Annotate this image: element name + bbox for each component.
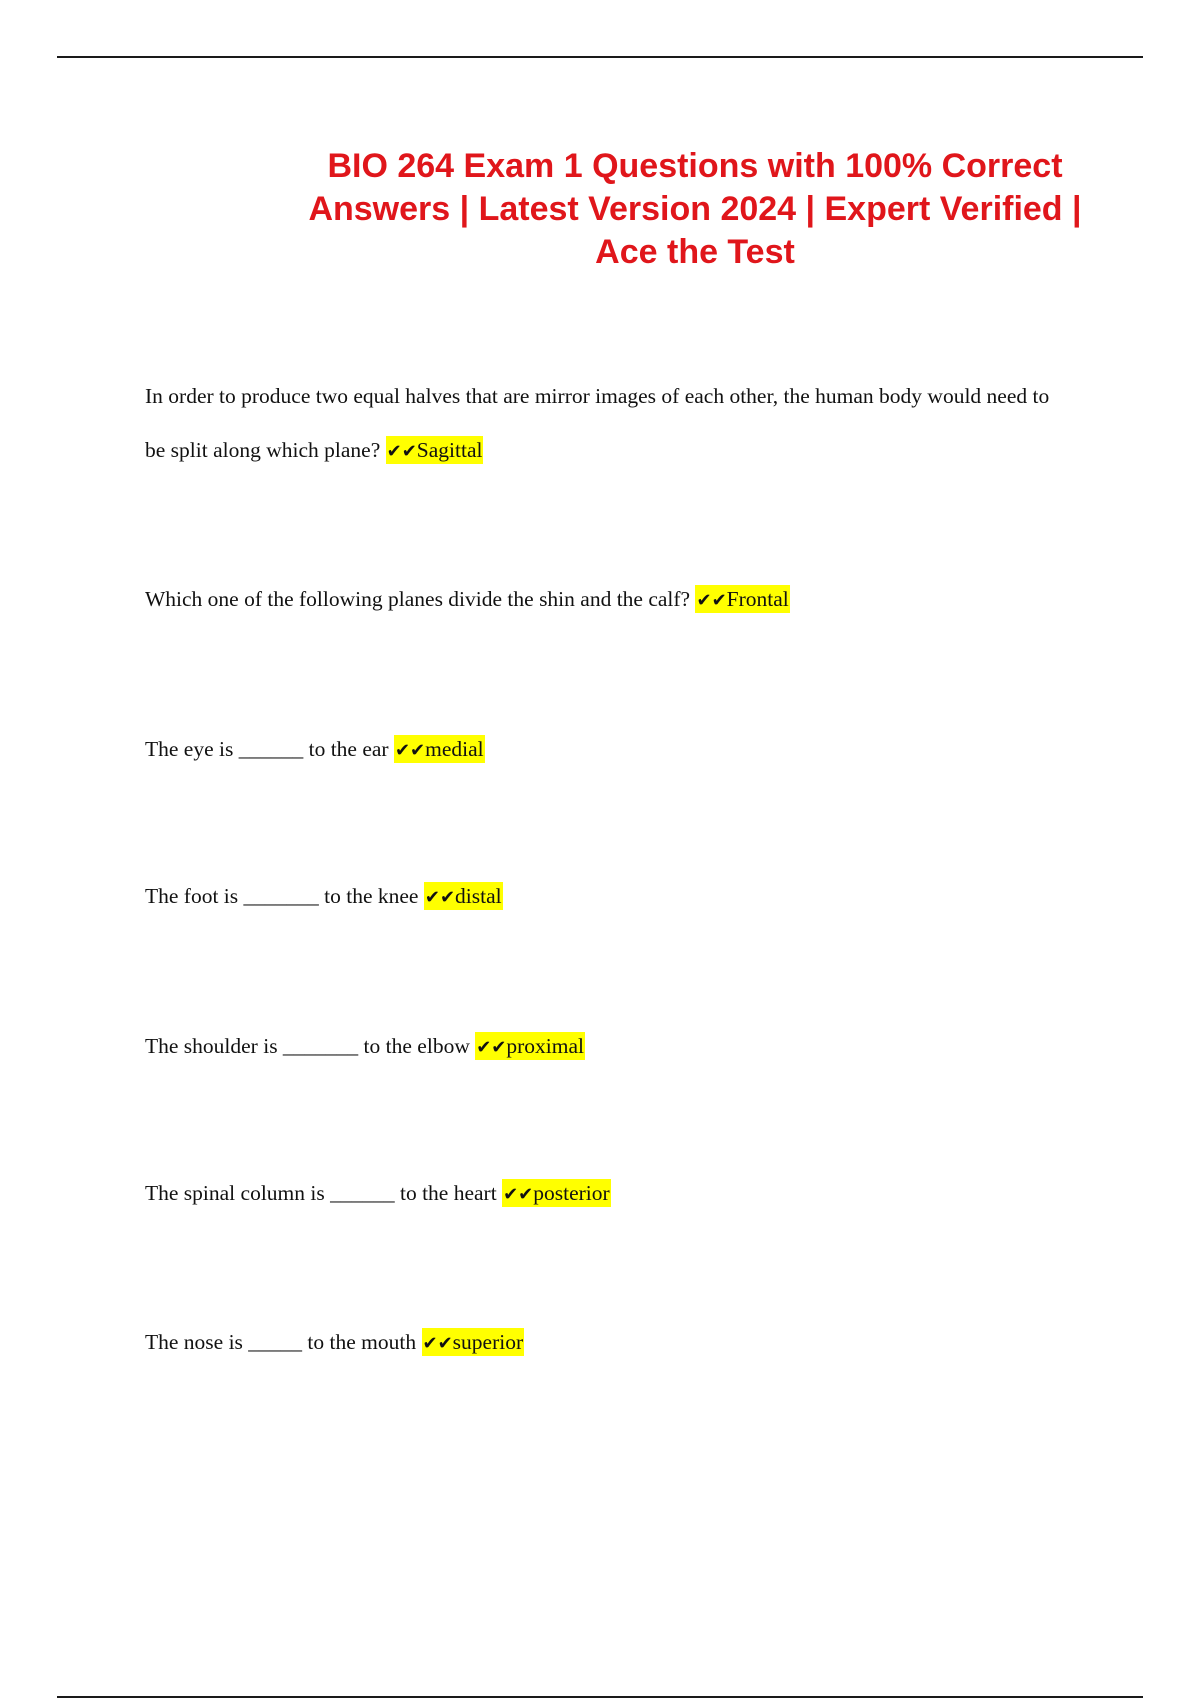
answer-highlight — [422, 1328, 525, 1356]
question-text: The eye is ______ to the ear — [145, 737, 389, 761]
answer-text: distal — [455, 884, 502, 908]
question-item-6 — [145, 1166, 1065, 1222]
answer-highlight — [695, 585, 789, 613]
check-icon: ✔✔ — [424, 887, 456, 908]
question-item-4 — [145, 869, 1065, 925]
question-text: The foot is _______ to the knee — [145, 884, 419, 908]
question-text: The nose is _____ to the mouth — [145, 1330, 417, 1354]
question-item-3 — [145, 722, 1065, 778]
question-text: The spinal column is ______ to the heart — [145, 1181, 497, 1205]
answer-text: proximal — [506, 1034, 585, 1058]
question-text: The shoulder is _______ to the elbow — [145, 1034, 470, 1058]
answer-text: medial — [425, 737, 484, 761]
check-icon: ✔✔ — [476, 1037, 507, 1058]
bottom-rule — [57, 1696, 1143, 1698]
check-icon: ✔✔ — [386, 441, 417, 462]
answer-highlight — [424, 882, 503, 910]
question-text: Which one of the following planes divide the shin and the calf? — [145, 587, 691, 611]
answer-text: Frontal — [726, 587, 789, 611]
question-item-2 — [145, 572, 1065, 628]
question-text: In order to produce two equal halves that are mirror images of each other, the human body would need to be split along which plane? — [145, 384, 1050, 462]
check-icon: ✔✔ — [696, 590, 727, 611]
answer-highlight — [394, 735, 485, 763]
question-item-7 — [145, 1315, 1065, 1371]
question-item-5 — [145, 1019, 1065, 1075]
answer-highlight — [386, 436, 484, 464]
check-icon: ✔✔ — [503, 1184, 534, 1205]
answer-text: posterior — [533, 1181, 610, 1205]
answer-highlight — [475, 1032, 585, 1060]
answer-highlight — [502, 1179, 611, 1207]
check-icon: ✔✔ — [422, 1333, 453, 1354]
top-rule — [57, 56, 1143, 58]
check-icon: ✔✔ — [394, 740, 426, 761]
answer-text: Sagittal — [416, 438, 483, 462]
document-title: BIO 264 Exam 1 Questions with 100% Correct Answers | Latest Version 2024 | Expert Verified | Ace the Test — [308, 147, 1082, 271]
answer-text: superior — [452, 1330, 524, 1354]
question-item-1 — [145, 369, 1065, 479]
